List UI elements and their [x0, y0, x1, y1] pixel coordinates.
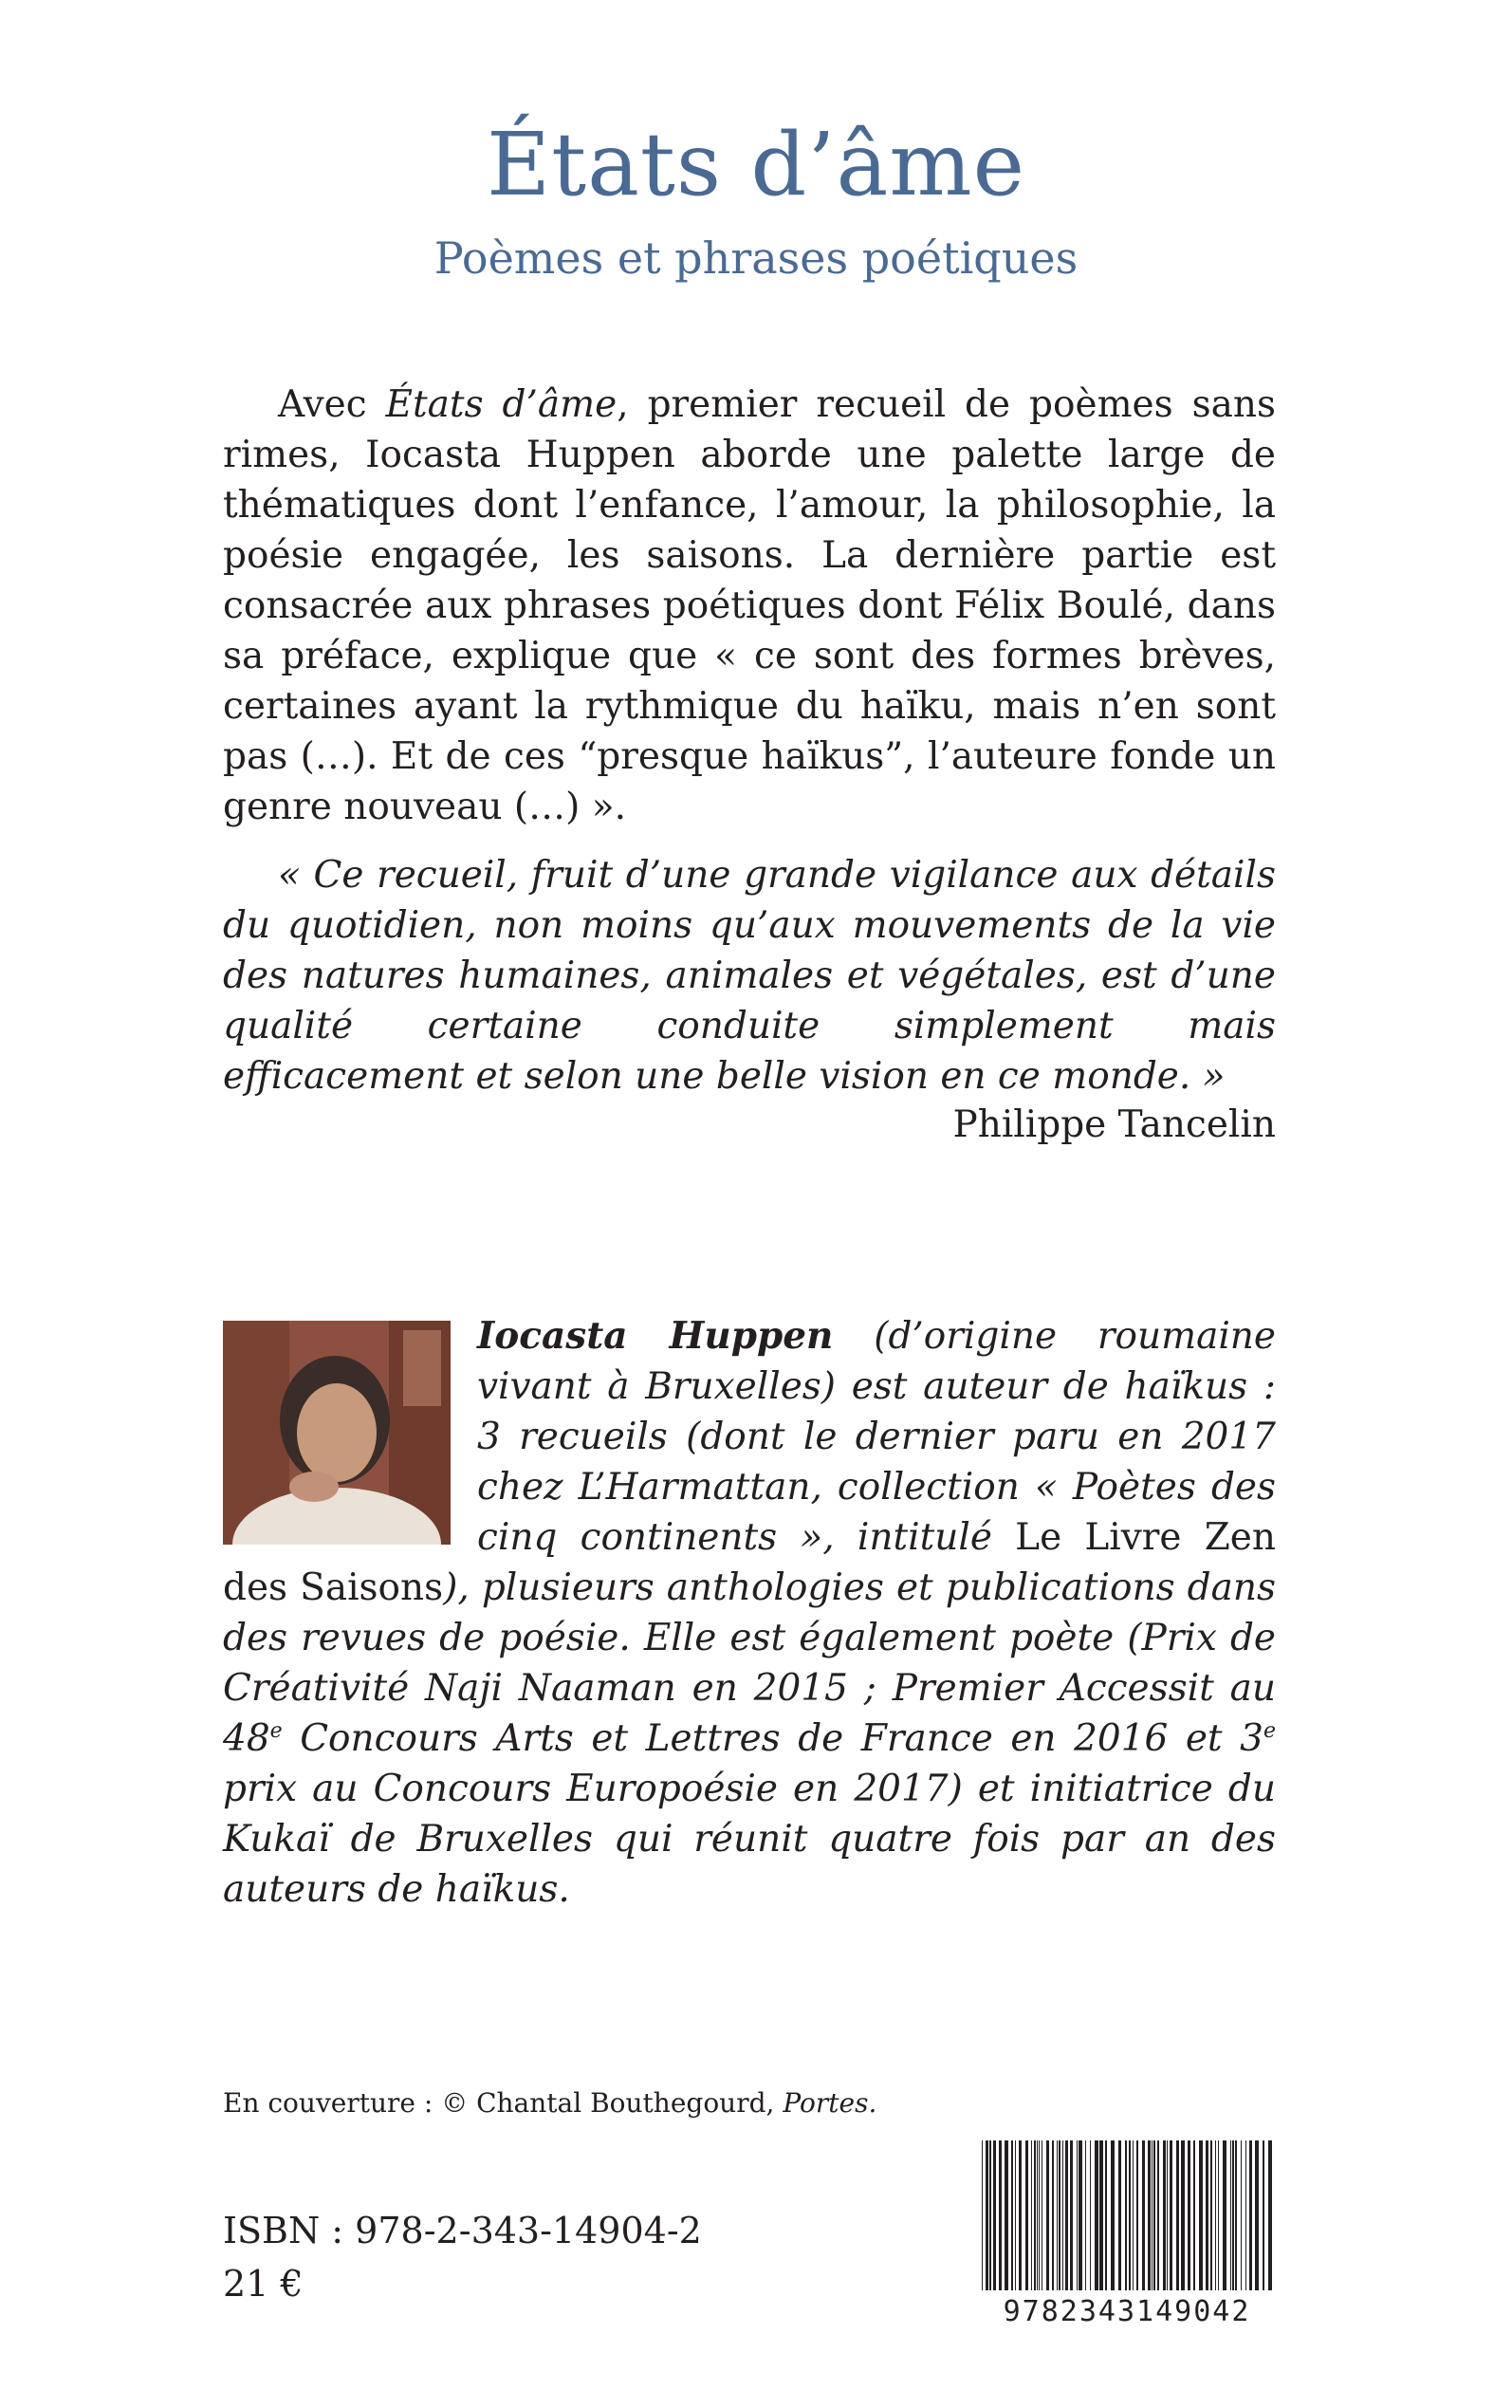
barcode-bar [1077, 2140, 1078, 2290]
barcode-bar [1031, 2140, 1032, 2290]
bio-text-4: prix au Concours Europoésie en 2017) et initiatrice du Kukaï de Bruxelles qui réunit quatre fois par an des auteurs de haïkus. [223, 1768, 1276, 1911]
cover-credit-text: En couverture : © Chantal Bouthegourd, [223, 2087, 784, 2119]
barcode-bar [1232, 2140, 1234, 2290]
barcode-bar [1170, 2140, 1172, 2290]
barcode-bar [1118, 2140, 1121, 2290]
price: 21 € [223, 2263, 304, 2305]
barcode-bar [1206, 2140, 1208, 2290]
bio-superscript-1: e [269, 1719, 283, 1743]
bio-book-title: Le Livre Zen des Saisons [223, 1516, 1276, 1609]
barcode-bar [1176, 2140, 1179, 2290]
barcode-bar [982, 2140, 983, 2290]
barcode-bar [986, 2140, 988, 2290]
barcode-bar [1153, 2140, 1155, 2290]
barcode-bar [1005, 2140, 1008, 2290]
barcode-bar [1129, 2140, 1131, 2290]
barcode-bars [982, 2140, 1272, 2290]
barcode-bar [1052, 2140, 1054, 2290]
barcode-bar [1095, 2140, 1098, 2290]
bio-author-name: Iocasta Huppen [477, 1314, 834, 1358]
book-subtitle: Poèmes et phrases poétiques [433, 232, 1079, 284]
author-bio [223, 1311, 1276, 1915]
barcode-bar [1015, 2140, 1016, 2290]
barcode-bar [1099, 2140, 1103, 2290]
barcode-bar [1133, 2140, 1134, 2290]
barcode-bar [1210, 2140, 1212, 2290]
barcode-bar [1181, 2140, 1185, 2290]
barcode-bar [993, 2140, 996, 2290]
barcode-bar [1268, 2140, 1272, 2290]
barcode-bar [1249, 2140, 1252, 2290]
barcode-bar [1025, 2140, 1028, 2290]
barcode-bar [1218, 2140, 1219, 2290]
barcode-bar [1011, 2140, 1013, 2290]
barcode-bar [1111, 2140, 1115, 2290]
bio-superscript-2: e [1263, 1719, 1276, 1743]
barcode-bar [1263, 2140, 1264, 2290]
barcode-bar [1188, 2140, 1190, 2290]
book-title: États d’âme [486, 114, 1026, 215]
cover-credit-work: Portes. [783, 2087, 877, 2119]
barcode-bar [1059, 2140, 1060, 2290]
bio-text-3: Concours Arts et Lettres de France en 2016 et 3 [282, 1717, 1263, 1760]
barcode-bar [1235, 2140, 1237, 2290]
barcode-bar [1142, 2140, 1145, 2290]
barcode-bar [1148, 2140, 1151, 2290]
barcode-bar [1034, 2140, 1036, 2290]
barcode-bar [1163, 2140, 1166, 2290]
barcode-bar [1079, 2140, 1082, 2290]
bio-text-1: (d’origine roumaine vivant à Bruxelles) est auteur de haïkus : 3 recueils (dont le dernier paru en 2017 chez L’Harmattan, collection « Poètes des cinq continents », intitulé [477, 1315, 1276, 1559]
intro-paragraph [223, 380, 1276, 832]
bio-text-2: ), plusieurs anthologies et publications dans des revues de poésie. Elle est également poète (Prix de Créativité Naji Naaman en 2015 ; Premier Accessit au 48 [223, 1566, 1276, 1760]
barcode-bar [1230, 2140, 1231, 2290]
barcode-bar [1046, 2140, 1049, 2290]
barcode-bar [989, 2140, 991, 2290]
barcode-bar [1039, 2140, 1040, 2290]
barcode-bar [1057, 2140, 1058, 2290]
barcode-bar [1065, 2140, 1068, 2290]
barcode-bar [1193, 2140, 1195, 2290]
barcode-bar [1090, 2140, 1091, 2290]
barcode-bar [1245, 2140, 1246, 2290]
barcode-bar [1136, 2140, 1138, 2290]
barcode-bar [1255, 2140, 1259, 2290]
intro-book-title: États d’âme [385, 383, 618, 426]
barcode-bar [1223, 2140, 1226, 2290]
intro-text-rest: , premier recueil de poèmes sans rimes, Iocasta Huppen aborde une palette large de thématiques dont l’enfance, l’amour, la philosophie, la poésie engagée, les saisons. La dernière partie est consacrée aux phrases poétiques dont Félix Boulé, dans sa préface, explique que « ce sont des formes brèves, certaines ayant la rythmique du haïku, mais n’en sont pas (…). Et de ces “presque haïkus”, l’auteure fonde un genre nouveau (…) ». [223, 383, 1276, 828]
cover-credit [223, 2087, 876, 2119]
isbn: ISBN : 978-2-343-14904-2 [223, 2210, 702, 2251]
intro-text-start: Avec [278, 383, 386, 426]
barcode-bar [999, 2140, 1002, 2290]
barcode-bar [1037, 2140, 1038, 2290]
barcode-bar [1215, 2140, 1216, 2290]
barcode [978, 2140, 1276, 2325]
barcode-bar [1062, 2140, 1063, 2290]
barcode-bar [1019, 2140, 1022, 2290]
barcode-bar [1070, 2140, 1073, 2290]
quote-paragraph: « Ce recueil, fruit d’une grande vigilance aux détails du quotidien, non moins qu’aux mouvements de la vie des natures humaines, animales et végétales, est d’une qualité certaine conduite simplement mais efficacement et selon une belle vision en ce monde. » [223, 854, 1276, 1098]
barcode-bar [1125, 2140, 1127, 2290]
barcode-number: 9782343149042 [1003, 2295, 1251, 2325]
author-portrait-image [223, 1321, 451, 1545]
barcode-bar [1085, 2140, 1086, 2290]
barcode-bar [1167, 2140, 1168, 2290]
quote-author: Philippe Tancelin [952, 1103, 1276, 1146]
author-photo [223, 1321, 451, 1545]
barcode-bar [1241, 2140, 1242, 2290]
barcode-bar [1105, 2140, 1107, 2290]
barcode-bar [1157, 2140, 1159, 2290]
barcode-bar [1199, 2140, 1203, 2290]
